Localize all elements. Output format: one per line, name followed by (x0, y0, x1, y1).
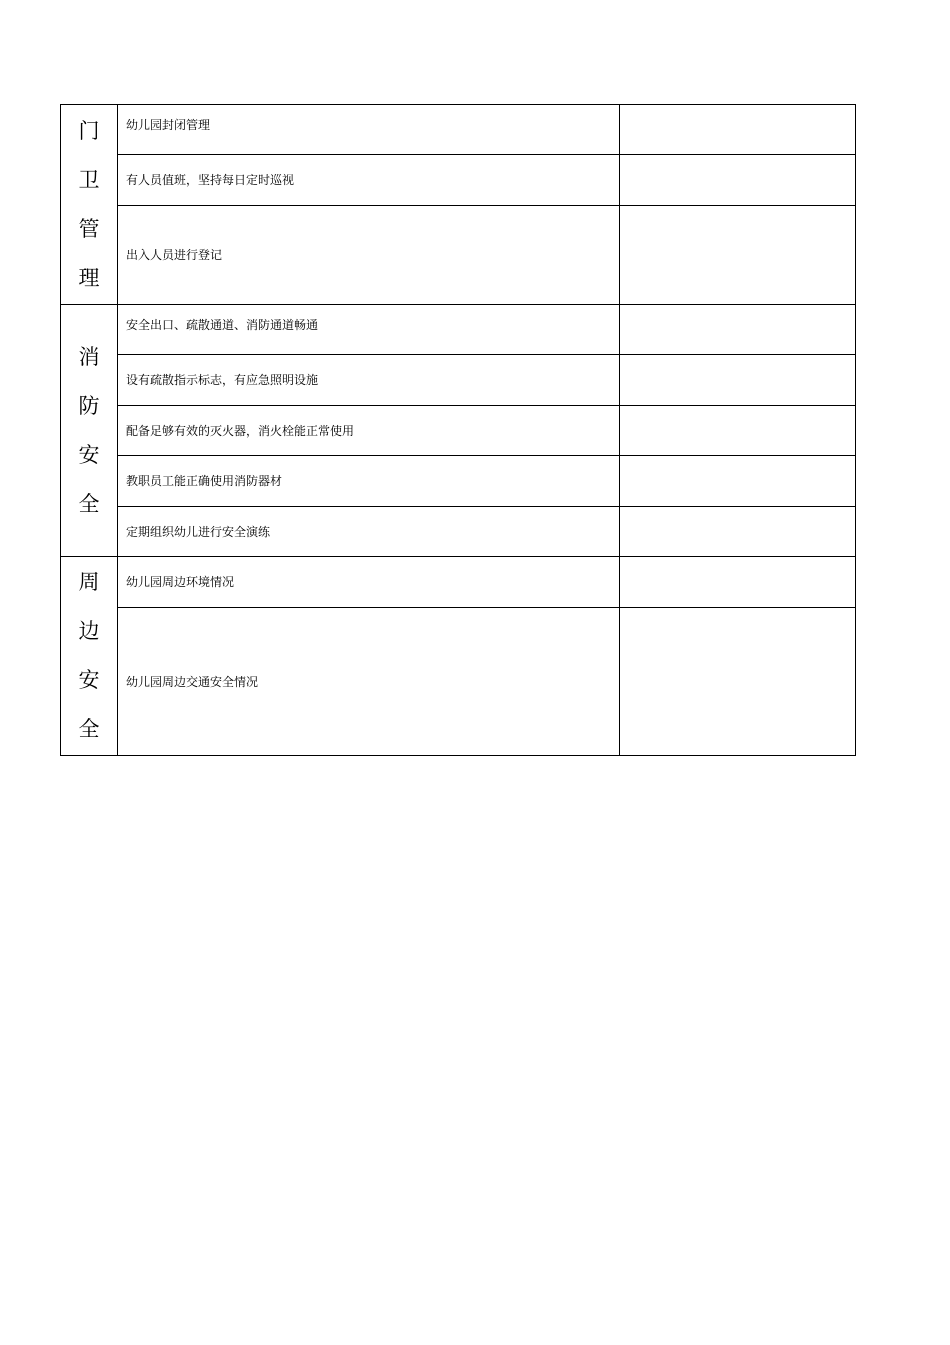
item-label: 幼儿园周边交通安全情况 (126, 674, 259, 689)
result-cell[interactable] (620, 355, 856, 406)
category-char: 全 (78, 717, 100, 741)
result-cell[interactable] (620, 557, 856, 608)
item-label: 设有疏散指示标志，有应急照明设施 (126, 373, 319, 387)
item-label: 出入人员进行登记 (126, 248, 223, 262)
item-label: 教职员工能正确使用消防器材 (126, 474, 283, 488)
result-cell[interactable] (620, 206, 856, 305)
table-row (61, 406, 856, 456)
table-row (61, 105, 856, 155)
item-cell (118, 557, 620, 608)
table-row (61, 206, 856, 305)
item-label: 幼儿园周边环境情况 (126, 575, 235, 589)
category-char: 边 (78, 619, 100, 643)
result-cell[interactable] (620, 406, 856, 456)
table-row (61, 507, 856, 557)
item-label: 有人员值班，坚持每日定时巡视 (126, 173, 295, 187)
item-label: 幼儿园封闭管理 (126, 117, 211, 132)
category-char: 卫 (78, 167, 100, 192)
table-row (61, 305, 856, 355)
category-char: 周 (78, 570, 100, 594)
category-char: 理 (78, 265, 100, 290)
table-row (61, 155, 856, 206)
item-cell (118, 406, 620, 456)
category-cell-surrounding-safety (61, 557, 118, 756)
category-char: 门 (78, 118, 100, 143)
table-row (61, 608, 856, 756)
safety-checklist-table (60, 104, 856, 756)
table-row (61, 557, 856, 608)
item-cell (118, 305, 620, 355)
category-char: 防 (78, 393, 100, 418)
item-cell (118, 608, 620, 756)
category-cell-gate-management (61, 105, 118, 305)
item-cell (118, 456, 620, 507)
table-row (61, 456, 856, 507)
category-char: 安 (78, 668, 100, 692)
result-cell[interactable] (620, 608, 856, 756)
result-cell[interactable] (620, 456, 856, 507)
result-cell[interactable] (620, 507, 856, 557)
result-cell[interactable] (620, 105, 856, 155)
table-row (61, 355, 856, 406)
item-cell (118, 507, 620, 557)
item-label: 定期组织幼儿进行安全演练 (126, 524, 271, 539)
category-char: 全 (78, 491, 100, 516)
category-char: 安 (78, 442, 100, 467)
item-label: 配备足够有效的灭火器，消火栓能正常使用 (126, 423, 355, 438)
category-char: 管 (78, 216, 100, 241)
item-cell (118, 355, 620, 406)
item-cell (118, 206, 620, 305)
item-cell (118, 105, 620, 155)
result-cell[interactable] (620, 155, 856, 206)
category-char: 消 (78, 344, 100, 369)
item-cell (118, 155, 620, 206)
item-label: 安全出口、疏散通道、消防通道畅通 (126, 317, 319, 332)
category-cell-fire-safety (61, 305, 118, 557)
result-cell[interactable] (620, 305, 856, 355)
